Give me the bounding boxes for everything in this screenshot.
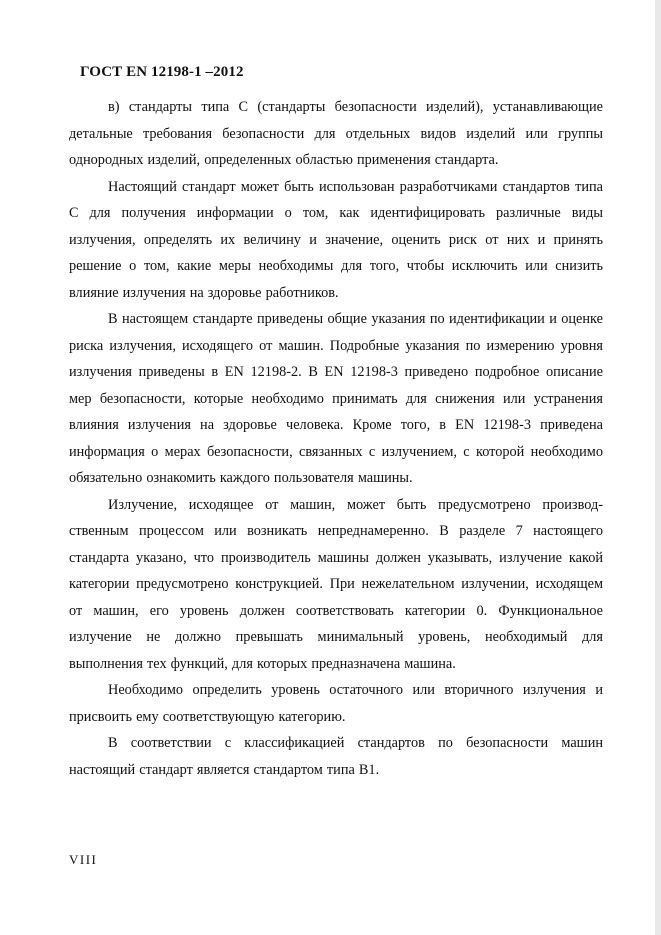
page-edge (655, 0, 661, 935)
paragraph-type-c-standards: в) стандарты типа C (стандарты безопасности изделий), устанавливающие детальные требования безопасности для отдельных видов изделий или группы однородных изделий, определенных областью применения стандарта. (69, 99, 603, 168)
page-number: VIII (69, 852, 98, 867)
paragraph-standard-usage: Настоящий стандарт может быть использован разработчиками стандартов типа C для получения информации о том, как идентифицировать различные виды излучения, определять их величину и значение, оценить риск от них и принять решение о том, какие меры необходимы для того, чтобы исключить или снизить влияние излучения на здоровье работников. (69, 178, 603, 301)
document-body (69, 94, 603, 783)
document-header: ГОСТ EN 12198-1 –2012 (80, 64, 244, 80)
paragraph-radiation-sources: Излучение, исходящее от машин, может быть предусмотрено производственным процессом или возникать непреднамеренно. В разделе 7 настоящего стандарта указано, что производитель машины должен указывать, излучение какой категории предусмотрено конструкцией. При нежелательном излучении, исходящем от машин, его уровень должен соответствовать категории 0. Функциональное излучение не должно превышать минимальный уровень, необходимый для выполнения тех функций, для которых предназначена машина. (69, 496, 603, 672)
paragraph-classification: В соответствии с классификацией стандартов по безопасности машин настоящий стандарт является стандартом типа B1. (69, 735, 603, 778)
paragraph-residual-radiation: Необходимо определить уровень остаточного или вторичного излучения и присвоить ему соответствующую категорию. (69, 682, 603, 725)
paragraph-general-guidance: В настоящем стандарте приведены общие указания по идентификации и оценке риска излучения, исходящего от машин. Подробные указания по измерению уровня излучения приведены в EN 12198-2. В EN 12198-3 приведено подробное описание мер безопасности, которые необходимо принимать для снижения или устранения влияния излучения на здоровье человека. Кроме того, в EN 12198-3 приведена информация о мерах безопасности, связанных с излучением, с которой необходимо обязательно ознакомить каждого пользователя машины. (69, 311, 603, 486)
